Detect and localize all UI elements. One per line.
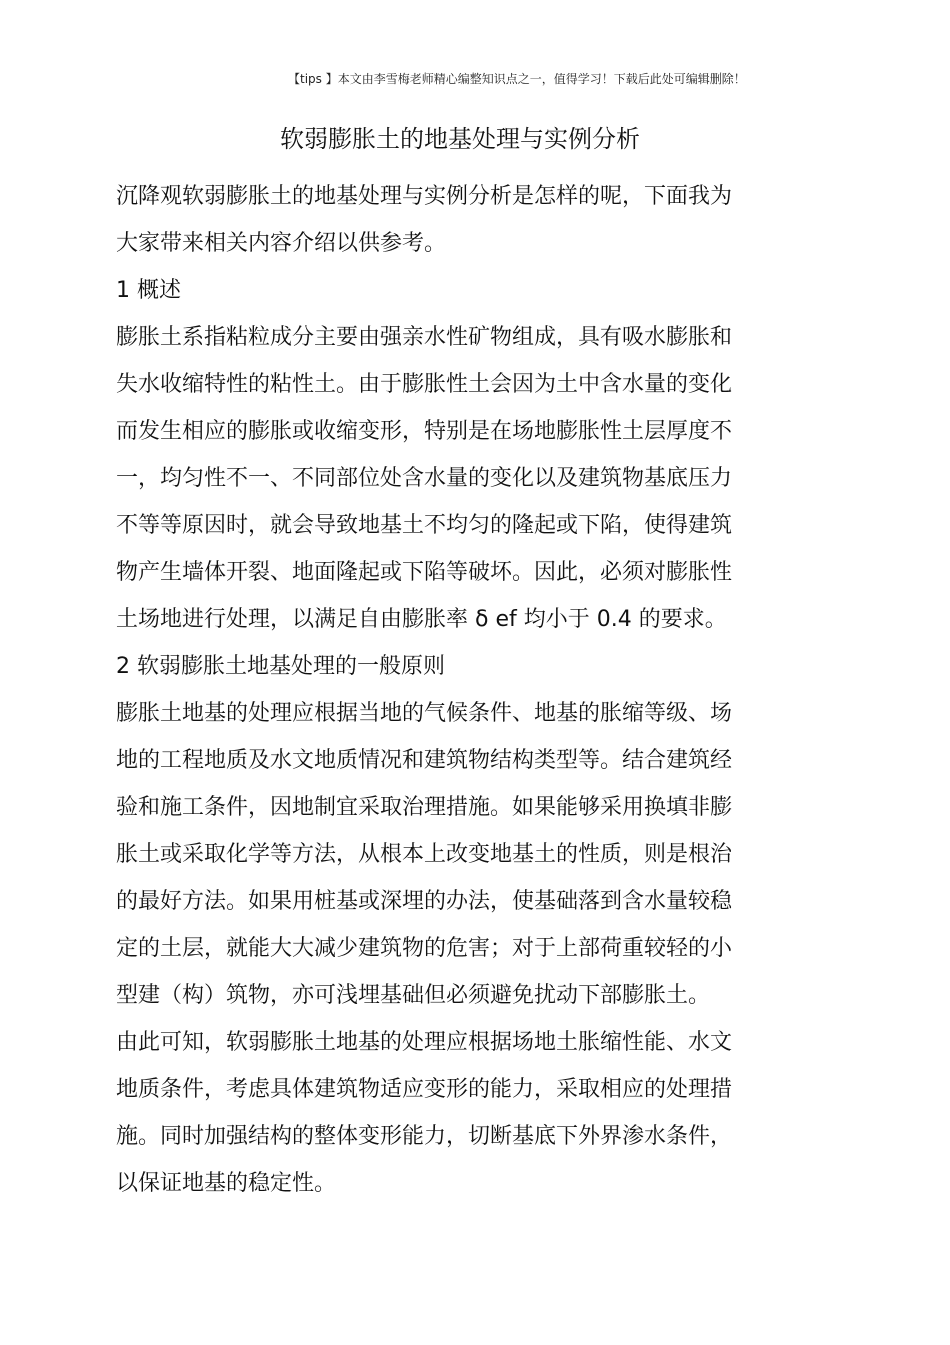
paragraph-line: 而发生相应的膨胀或收缩变形，特别是在场地膨胀性土层厚度不 [116, 419, 733, 444]
paragraph-line: 大家带来相关内容介绍以供参考。 [116, 231, 447, 256]
paragraph-line: 以保证地基的稳定性。 [116, 1171, 337, 1196]
paragraph-line: 施。同时加强结构的整体变形能力，切断基底下外界渗水条件， [116, 1124, 733, 1149]
paragraph-line: 膨胀土地基的处理应根据当地的气候条件、地基的胀缩等级、场 [116, 701, 733, 726]
paragraph-line: 失水收缩特性的粘性土。由于膨胀性土会因为土中含水量的变化 [116, 372, 733, 397]
section-heading: 2 软弱膨胀土地基处理的一般原则 [116, 654, 445, 679]
paragraph-line: 验和施工条件，因地制宜采取治理措施。如果能够采用换填非膨 [116, 795, 733, 820]
paragraph-line: 型建（构）筑物，亦可浅埋基础但必须避免扰动下部膨胀土。 [116, 983, 711, 1008]
paragraph-line: 膨胀土系指粘粒成分主要由强亲水性矿物组成，具有吸水膨胀和 [116, 325, 733, 350]
section-heading: 1 概述 [116, 278, 181, 303]
paragraph-line: 由此可知，软弱膨胀土地基的处理应根据场地土胀缩性能、水文 [116, 1030, 733, 1055]
paragraph-line: 的最好方法。如果用桩基或深埋的办法，使基础落到含水量较稳 [116, 889, 733, 914]
paragraph-line: 沉降观软弱膨胀土的地基处理与实例分析是怎样的呢，下面我为 [116, 184, 733, 209]
document-title: 软弱膨胀土的地基处理与实例分析 [280, 125, 640, 153]
paragraph-line: 胀土或采取化学等方法，从根本上改变地基土的性质，则是根治 [116, 842, 733, 867]
paragraph-line: 地质条件，考虑具体建筑物适应变形的能力，采取相应的处理措 [116, 1077, 733, 1102]
paragraph-line: 物产生墙体开裂、地面隆起或下陷等破坏。因此，必须对膨胀性 [116, 560, 733, 585]
header-tips: 【tips 】本文由李雪梅老师精心编整知识点之一，值得学习！下载后此处可编辑删除！ [288, 72, 746, 86]
paragraph-line: 地的工程地质及水文地质情况和建筑物结构类型等。结合建筑经 [116, 748, 733, 773]
paragraph-line: 不等等原因时，就会导致地基土不均匀的隆起或下陷，使得建筑 [116, 513, 733, 538]
document-body [116, 173, 816, 1207]
paragraph-line: 一，均匀性不一、不同部位处含水量的变化以及建筑物基底压力 [116, 466, 733, 491]
paragraph-line: 土场地进行处理，以满足自由膨胀率 δ ef 均小于 0.4 的要求。 [116, 607, 727, 632]
paragraph-line: 定的土层，就能大大减少建筑物的危害；对于上部荷重较轻的小 [116, 936, 733, 961]
